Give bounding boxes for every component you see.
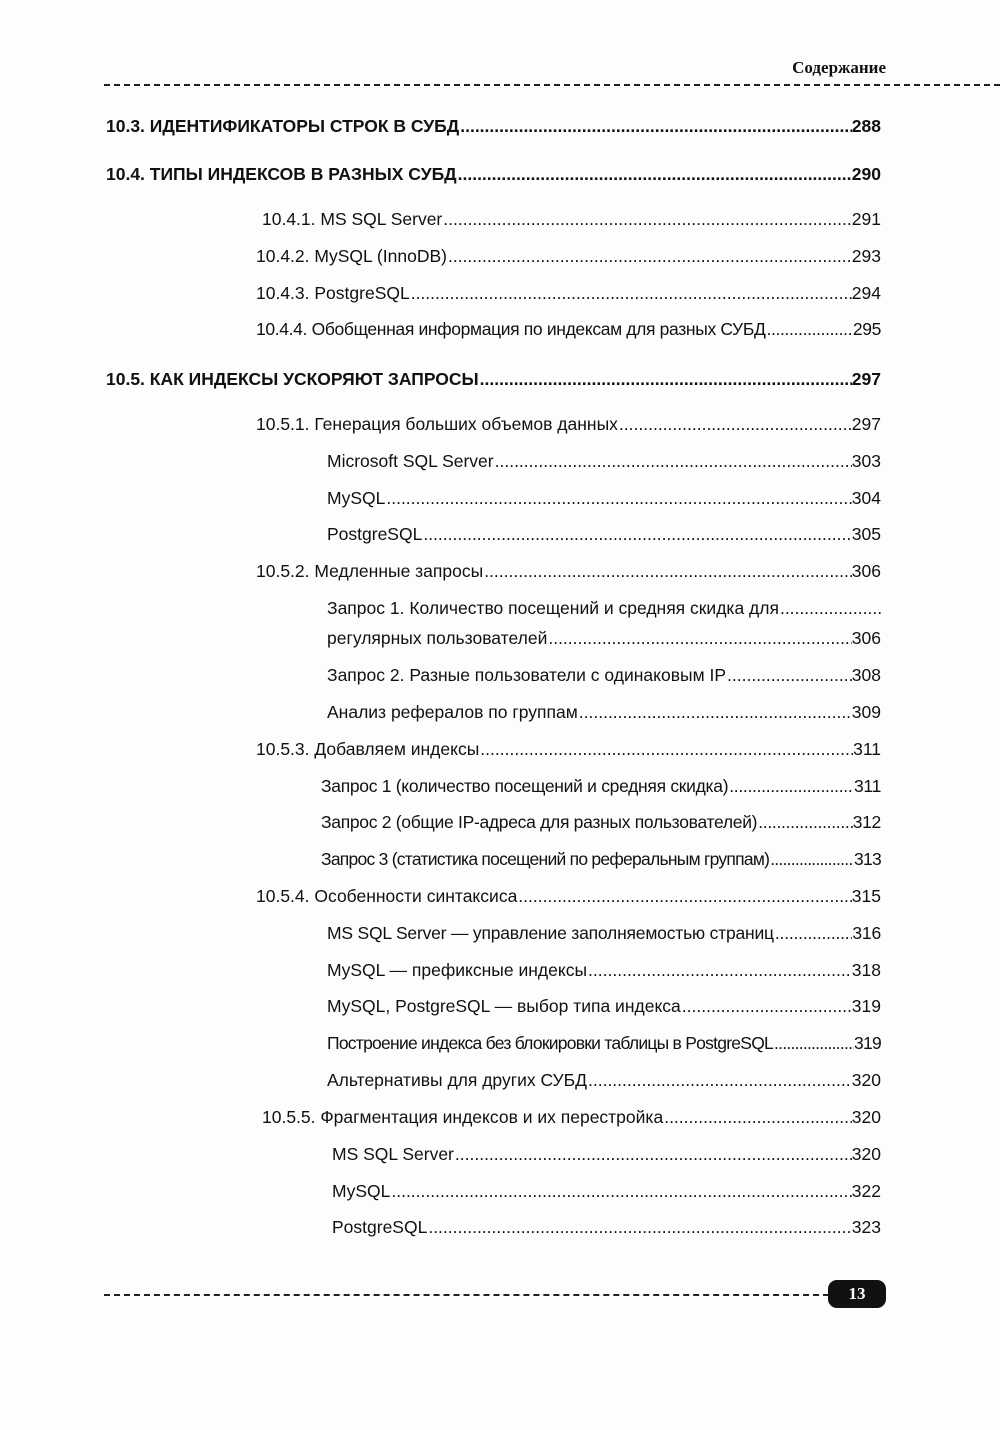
toc-entry-page: 311 (854, 776, 881, 796)
toc-entry-title: Запрос 2. Разные пользователи с одинаковым IP (327, 665, 727, 685)
toc-entry-10-5-2[interactable] (256, 559, 881, 583)
dot-leader (663, 1105, 852, 1129)
toc-entry-title: 10.3. ИДЕНТИФИКАТОРЫ СТРОК В СУБД (106, 116, 460, 136)
toc-entry-postgres-gen[interactable] (327, 522, 881, 546)
dot-leader (454, 1142, 852, 1166)
toc-entry-10-4-1[interactable] (262, 207, 881, 231)
dot-leader (457, 162, 852, 186)
toc-entry-referrals[interactable] (327, 700, 881, 724)
toc-entry-index-query3[interactable] (321, 847, 881, 871)
dot-leader (517, 884, 852, 908)
toc-entry-query1-line1[interactable] (327, 596, 881, 620)
toc-entry-title: 10.5.1. Генерация больших объемов данных (256, 414, 618, 434)
dot-leader (587, 958, 852, 982)
toc-entry-page: 319 (854, 1033, 881, 1053)
dot-leader (479, 737, 853, 761)
toc-entry-page: 308 (851, 665, 881, 685)
toc-entry-index-type[interactable] (327, 994, 881, 1018)
toc-entry-page: 297 (851, 414, 881, 434)
toc-entry-page: 320 (851, 1070, 881, 1090)
toc-entry-page: 323 (851, 1217, 881, 1237)
toc-entry-10-4-4[interactable] (256, 317, 881, 341)
toc-entry-title: PostgreSQL (332, 1217, 428, 1237)
toc-entry-title: 10.5.5. Фрагментация индексов и их перестройка (262, 1107, 664, 1127)
toc-entry-mysql-prefix[interactable] (327, 958, 881, 982)
toc-entry-title: 10.5.3. Добавляем индексы (256, 739, 480, 759)
toc-entry-title: 10.4. ТИПЫ ИНДЕКСОВ В РАЗНЫХ СУБД (106, 164, 457, 184)
dot-leader (494, 449, 852, 473)
toc-entry-query1-line2[interactable] (327, 626, 881, 650)
toc-entry-page: 303 (851, 451, 881, 471)
toc-entry-mssql-frag[interactable] (332, 1142, 881, 1166)
toc-entry-page: 293 (851, 246, 881, 266)
toc-entry-title: 10.5.4. Особенности синтаксиса (256, 886, 518, 906)
dot-leader (757, 810, 852, 834)
dot-leader (728, 774, 854, 798)
toc-entry-page: 305 (851, 524, 881, 544)
toc-entry-page: 319 (851, 996, 881, 1016)
toc-entry-mssql-fill[interactable] (327, 921, 881, 945)
toc-entry-10-4-3[interactable] (256, 281, 881, 305)
toc-entry-title: Запрос 3 (статистика посещений по реферальным группам) (321, 849, 770, 869)
toc-entry-title: 10.4.1. MS SQL Server (262, 209, 443, 229)
toc-entry-title: 10.4.3. PostgreSQL (256, 283, 410, 303)
toc-entry-title: MS SQL Server (332, 1144, 454, 1164)
toc-entry-page: 295 (852, 319, 881, 339)
toc-entry-query2[interactable] (327, 663, 881, 687)
page-header-title: Содержание (792, 58, 886, 77)
toc-entry-page: 320 (851, 1144, 881, 1164)
dot-leader (618, 412, 852, 436)
dot-leader (422, 522, 851, 546)
toc-entry-page: 306 (851, 628, 881, 648)
dot-leader (726, 663, 852, 687)
dot-leader (769, 847, 854, 871)
footer-rule (104, 1294, 829, 1296)
toc-entry-page: 313 (854, 849, 881, 869)
toc-entry-title: MySQL (327, 488, 386, 508)
toc-entry-10-4-2[interactable] (256, 244, 881, 268)
toc-entry-title: Анализ рефералов по группам (327, 702, 578, 722)
toc-entry-page: 297 (851, 369, 881, 389)
dot-leader (681, 994, 852, 1018)
toc-entry-title: Запрос 2 (общие IP-адреса для разных пользователей) (321, 812, 758, 832)
dot-leader (427, 1215, 851, 1239)
dot-leader (587, 1068, 852, 1092)
toc-entry-page: 318 (851, 960, 881, 980)
toc-entry-title: MySQL — префиксные индексы (327, 960, 588, 980)
toc-entry-title: Альтернативы для других СУБД (327, 1070, 587, 1090)
dot-leader (442, 207, 852, 231)
toc-entry-index-query2[interactable] (321, 810, 881, 834)
toc-entry-title: PostgreSQL (327, 524, 423, 544)
page-number-badge: 13 (828, 1280, 886, 1308)
toc-entry-alternatives[interactable] (327, 1068, 881, 1092)
toc-entry-page: 306 (851, 561, 881, 581)
toc-entry-10-5-1[interactable] (256, 412, 881, 436)
toc-entry-page: 322 (851, 1181, 881, 1201)
header-rule (104, 84, 1000, 86)
toc-entry-page: 312 (852, 812, 881, 832)
toc-entry-concurrent-index[interactable] (327, 1031, 881, 1055)
toc-entry-10-5-5[interactable] (262, 1105, 881, 1129)
toc-entry-page: 316 (852, 923, 881, 943)
toc-entry-title: 10.5.2. Медленные запросы (256, 561, 484, 581)
toc-entry-postgres-frag[interactable] (332, 1215, 881, 1239)
dot-leader (578, 700, 852, 724)
toc-entry-10-5[interactable] (106, 367, 881, 391)
toc-entry-page: 290 (851, 164, 881, 184)
toc-entry-10-5-4[interactable] (256, 884, 881, 908)
dot-leader (483, 559, 852, 583)
toc-entry-title: MySQL (332, 1181, 391, 1201)
dot-leader (765, 317, 852, 341)
toc-entry-title: Запрос 1. Количество посещений и средняя скидка для (327, 598, 779, 618)
dot-leader (547, 626, 851, 650)
toc-entry-page: 294 (851, 283, 881, 303)
dot-leader (773, 1031, 854, 1055)
dot-leader (390, 1179, 851, 1203)
toc-entry-index-query1[interactable] (321, 774, 881, 798)
toc-entry-title: Запрос 1 (количество посещений и средняя скидка) (321, 776, 729, 796)
toc-entry-page: 291 (851, 209, 881, 229)
toc-entry-title: 10.4.4. Обобщенная информация по индексам для разных СУБД (256, 319, 766, 339)
dot-leader (479, 367, 852, 391)
toc-entry-title: Microsoft SQL Server (327, 451, 494, 471)
dot-leader (459, 114, 852, 138)
toc-entry-page: 320 (851, 1107, 881, 1127)
toc-entry-title: регулярных пользователей (327, 628, 548, 648)
toc-entry-10-3[interactable] (106, 114, 881, 138)
toc-entry-page: 309 (851, 702, 881, 722)
toc-entry-10-4[interactable] (106, 162, 881, 186)
toc-entry-title: 10.5. КАК ИНДЕКСЫ УСКОРЯЮТ ЗАПРОСЫ (106, 369, 479, 389)
toc-entry-page: 311 (853, 739, 881, 759)
toc-entry-page: 304 (851, 488, 881, 508)
toc-entry-page: 315 (851, 886, 881, 906)
toc-entry-mssql-gen[interactable] (327, 449, 881, 473)
toc-entry-page: 288 (851, 116, 881, 136)
toc-entry-title: MS SQL Server — управление заполняемостью страниц (327, 923, 774, 943)
dot-leader (447, 244, 852, 268)
toc-entry-title: MySQL, PostgreSQL — выбор типа индекса (327, 996, 681, 1016)
toc-entry-title: 10.4.2. MySQL (InnoDB) (256, 246, 447, 266)
dot-leader (779, 596, 881, 620)
toc-entry-title: Построение индекса без блокировки таблицы в PostgreSQL (327, 1033, 774, 1053)
toc-entry-mysql-gen[interactable] (327, 486, 881, 510)
toc-entry-mysql-frag[interactable] (332, 1179, 881, 1203)
dot-leader (774, 921, 853, 945)
dot-leader (385, 486, 851, 510)
toc-entry-10-5-3[interactable] (256, 737, 881, 761)
dot-leader (410, 281, 852, 305)
